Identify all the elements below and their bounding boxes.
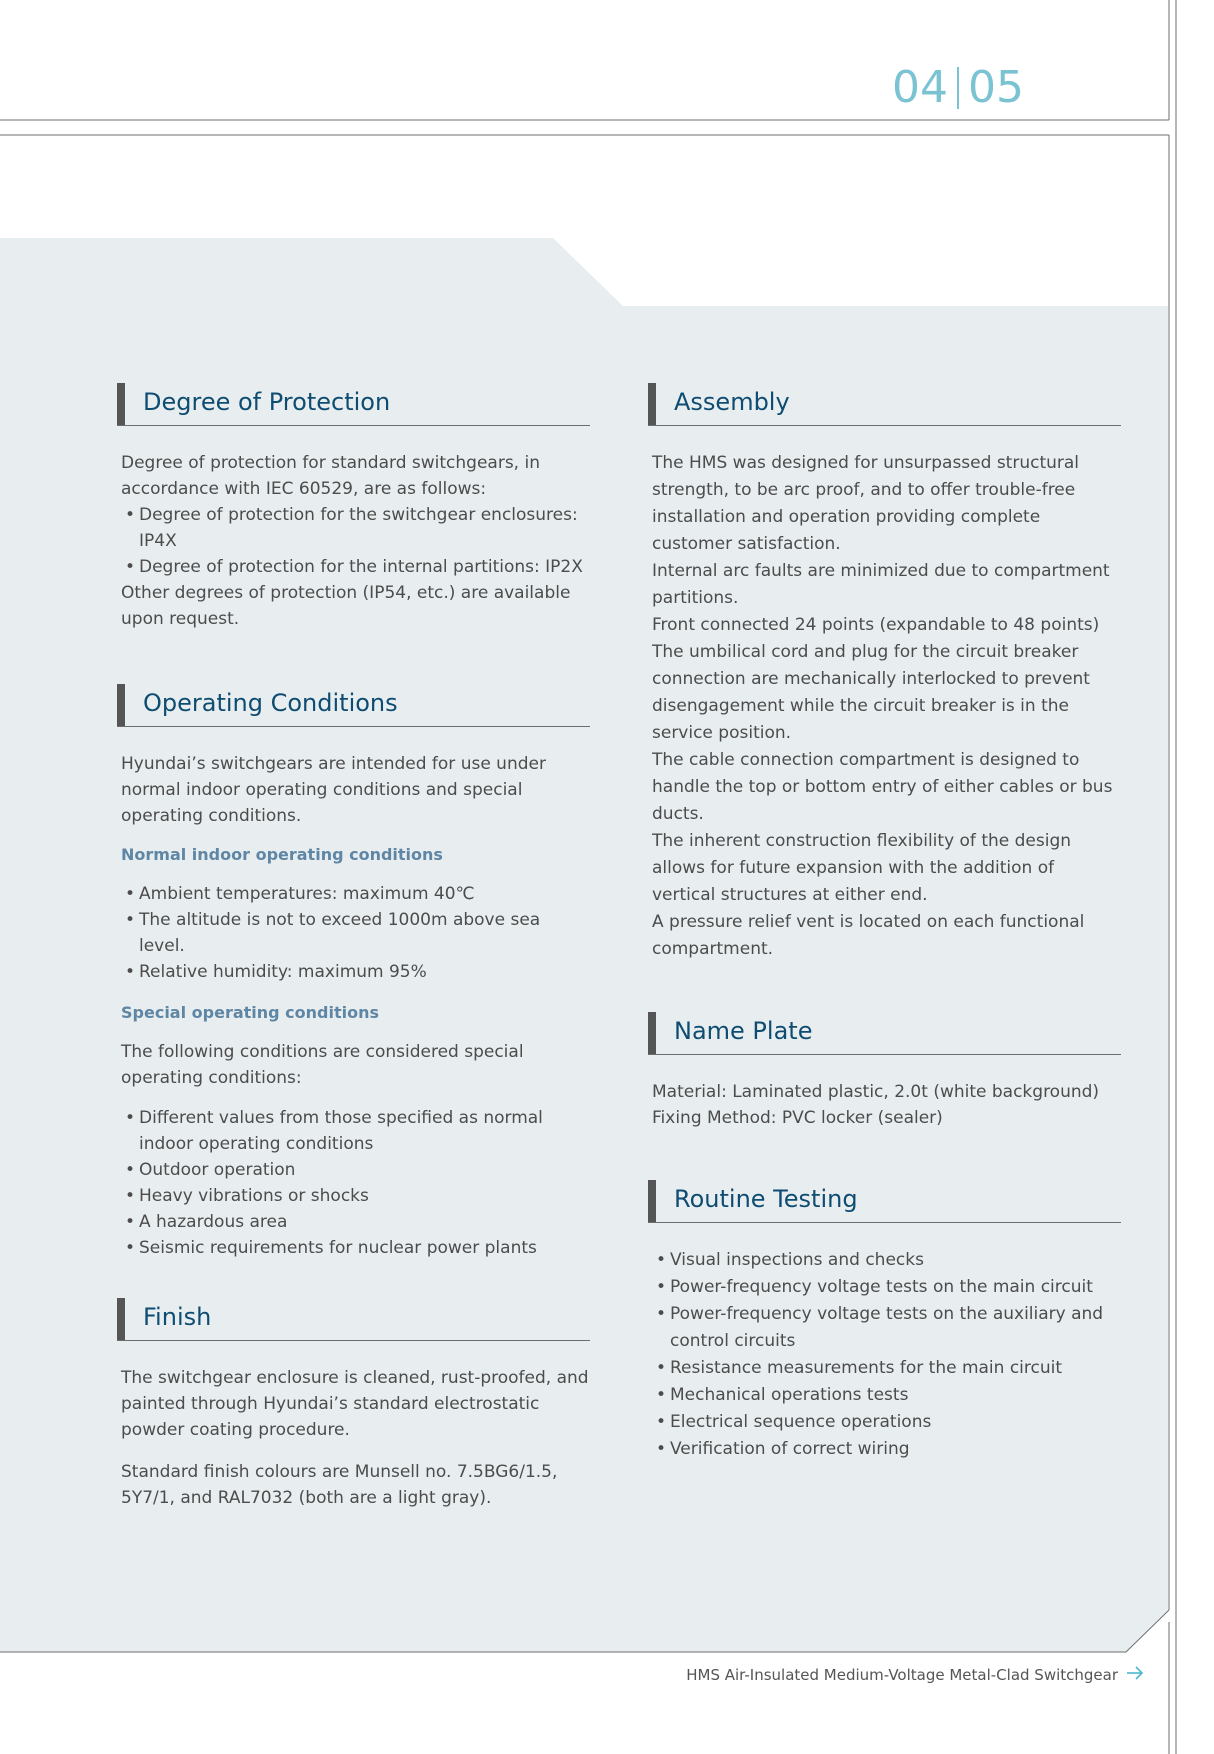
paragraph: The inherent construction flexibility of the design allows for future expansion with the addition of vertical structures at either end. (652, 831, 1072, 905)
assembly-section (648, 383, 1121, 963)
page-number-left: 04 (892, 62, 948, 113)
subheading: Special operating conditions (121, 1003, 380, 1022)
page-number-right: 05 (968, 62, 1024, 113)
routine-testing-section (648, 1180, 1121, 1463)
footer (686, 1664, 1144, 1685)
section-title: Degree of Protection (143, 388, 391, 416)
section-heading (117, 1298, 590, 1341)
paragraph: Hyundai’s switchgears are intended for use under normal indoor operating conditions and special operating conditions. (121, 754, 546, 826)
paragraph: The umbilical cord and plug for the circuit breaker connection are mechanically interlocked to prevent disengagement while the circuit breaker is in the service position. (652, 642, 1090, 743)
section-heading (648, 383, 1121, 426)
list-item: • A hazardous area (121, 1209, 590, 1235)
degree-of-protection-section (117, 383, 590, 632)
paragraph: Internal arc faults are minimized due to compartment partitions. (652, 561, 1110, 608)
list-item: • Verification of correct wiring (652, 1436, 1121, 1463)
heading-bar (648, 1012, 656, 1054)
section-title: Name Plate (674, 1017, 813, 1045)
list-item: • Resistance measurements for the main circuit (652, 1355, 1121, 1382)
arrow-right-icon[interactable] (1126, 1664, 1144, 1685)
section-heading (648, 1180, 1121, 1223)
bullet-list (121, 1105, 590, 1261)
list-item: • Mechanical operations tests (652, 1382, 1121, 1409)
list-item: • Degree of protection for the internal partitions: IP2X (121, 554, 590, 580)
subheading: Normal indoor operating conditions (121, 845, 443, 864)
list-item: • Ambient temperatures: maximum 40℃ (121, 881, 590, 907)
list-item: • Seismic requirements for nuclear power plants (121, 1235, 590, 1261)
paragraph: The following conditions are considered special operating conditions: (121, 1042, 524, 1088)
paragraph: Other degrees of protection (IP54, etc.) are available upon request. (121, 583, 571, 629)
section-title: Assembly (674, 388, 790, 416)
list-item: • The altitude is not to exceed 1000m above sea level. (121, 907, 590, 959)
list-item: • Outdoor operation (121, 1157, 590, 1183)
paragraph: Material: Laminated plastic, 2.0t (white background) (652, 1082, 1100, 1102)
paragraph: Fixing Method: PVC locker (sealer) (652, 1108, 943, 1128)
heading-bar (648, 383, 656, 425)
bullet-list (652, 1247, 1121, 1463)
list-item: • Degree of protection for the switchgear enclosures: IP4X (121, 502, 590, 554)
section-title: Routine Testing (674, 1185, 858, 1213)
paragraph: Degree of protection for standard switchgears, in accordance with IEC 60529, are as follows: (121, 453, 540, 499)
list-item: • Power-frequency voltage tests on the main circuit (652, 1274, 1121, 1301)
paragraph: The HMS was designed for unsurpassed structural strength, to be arc proof, and to offer trouble-free installation and operation providing complete customer satisfaction. (652, 453, 1080, 554)
operating-conditions-section (117, 684, 590, 1261)
paragraph: Standard finish colours are Munsell no. 7.5BG6/1.5, 5Y7/1, and RAL7032 (both are a light gray). (121, 1462, 558, 1508)
list-item: • Visual inspections and checks (652, 1247, 1121, 1274)
paragraph: The switchgear enclosure is cleaned, rust-proofed, and painted through Hyundai’s standard electrostatic powder coating procedure. (121, 1368, 589, 1440)
paragraph: A pressure relief vent is located on each functional compartment. (652, 912, 1085, 959)
heading-bar (117, 684, 125, 726)
page-number-divider (957, 67, 959, 109)
section-heading (117, 684, 590, 727)
list-item: • Power-frequency voltage tests on the auxiliary and control circuits (652, 1301, 1121, 1355)
heading-bar (648, 1180, 656, 1222)
list-item: • Different values from those specified as normal indoor operating conditions (121, 1105, 590, 1157)
name-plate-section (648, 1012, 1121, 1131)
footer-title: HMS Air-Insulated Medium-Voltage Metal-Clad Switchgear (686, 1665, 1118, 1684)
section-heading (117, 383, 590, 426)
list-item: • Heavy vibrations or shocks (121, 1183, 590, 1209)
section-title: Operating Conditions (143, 689, 398, 717)
page-number (892, 62, 1024, 113)
heading-bar (117, 1298, 125, 1340)
section-title: Finish (143, 1303, 212, 1331)
bullet-list (121, 502, 590, 580)
finish-section (117, 1298, 590, 1511)
list-item: • Electrical sequence operations (652, 1409, 1121, 1436)
paragraph: The cable connection compartment is designed to handle the top or bottom entry of either cables or bus ducts. (652, 750, 1113, 824)
heading-bar (117, 383, 125, 425)
paragraph: Front connected 24 points (expandable to 48 points) (652, 615, 1100, 635)
bullet-list (121, 881, 590, 985)
list-item: • Relative humidity: maximum 95% (121, 959, 590, 985)
section-heading (648, 1012, 1121, 1055)
